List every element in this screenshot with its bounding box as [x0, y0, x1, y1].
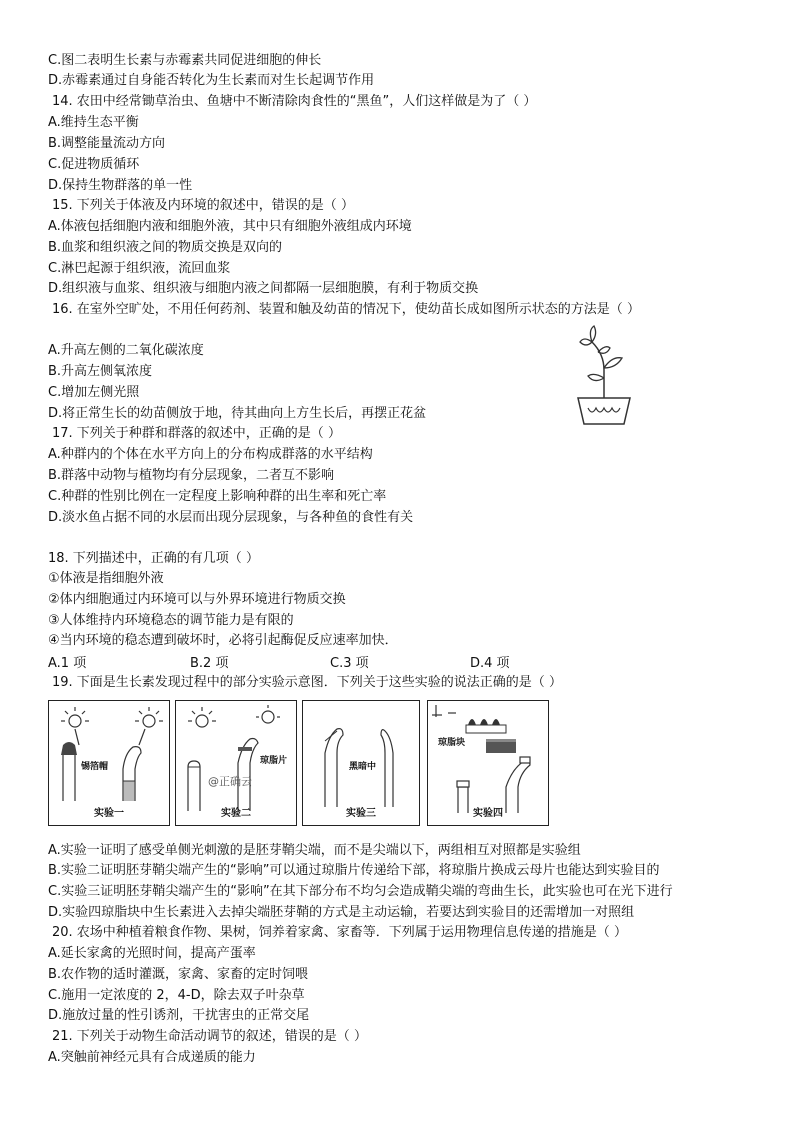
text-line: B.血浆和组织液之间的物质交换是双向的 [48, 240, 283, 255]
text-line: A.种群内的个体在水平方向上的分布构成群落的水平结构 [48, 447, 373, 462]
experiment-4-panel [427, 700, 549, 826]
text-line: A.升高左侧的二氧化碳浓度 [48, 343, 204, 358]
text-line: 16. 在室外空旷处，不用任何药剂、装置和触及幼苗的情况下，使幼苗长成如图所示状态的方法是（ ） [52, 302, 640, 317]
text-line: 14. 农田中经常锄草治虫、鱼塘中不断清除肉食性的“黑鱼”，人们这样做是为了（ ） [52, 94, 537, 109]
experiment-2-panel [175, 700, 297, 826]
watermark: @正确云 [208, 775, 252, 788]
text-line: B.农作物的适时灌溉，家禽、家畜的定时饲喂 [48, 967, 309, 982]
q18-option-b: B.2 项 [190, 656, 229, 671]
q18-option-d: D.4 项 [470, 656, 510, 671]
experiment-1-panel [48, 700, 170, 826]
text-line: D.淡水鱼占据不同的水层而出现分层现象，与各种鱼的食性有关 [48, 510, 414, 525]
text-line: A.体液包括细胞内液和细胞外液，其中只有细胞外液组成内环境 [48, 219, 412, 234]
text-line: B.群落中动物与植物均有分层现象，二者互不影响 [48, 468, 335, 483]
text-line: C.图二表明生长素与赤霉素共同促进细胞的伸长 [48, 53, 322, 68]
text-line: C.增加左侧光照 [48, 385, 140, 400]
text-line: D.将正常生长的幼苗侧放于地，待其曲向上方生长后，再摆正花盆 [48, 406, 427, 421]
text-line: D.组织液与血浆、组织液与细胞内液之间都隔一层细胞膜，有利于物质交换 [48, 281, 479, 296]
text-line: ②体内细胞通过内环境可以与外界环境进行物质交换 [48, 592, 346, 607]
text-line: 20. 农场中种植着粮食作物、果树，饲养着家禽、家畜等．下列属于运用物理信息传递的措施是（ ） [52, 925, 627, 940]
text-line: A.维持生态平衡 [48, 115, 139, 130]
text-line: B.实验二证明胚芽鞘尖端产生的“影响”可以通过琼脂片传递给下部，将琼脂片换成云母片也能达到实验目的 [48, 863, 660, 878]
text-line: ③人体维持内环境稳态的调节能力是有限的 [48, 613, 294, 628]
seedling-figure [560, 318, 650, 428]
sun-icon [256, 705, 280, 723]
agar-block-label: 琼脂块 [438, 738, 466, 748]
text-line: D.赤霉素通过自身能否转化为生长素而对生长起调节作用 [48, 73, 375, 88]
text-line: B.升高左侧氧浓度 [48, 364, 153, 379]
q18-option-c: C.3 项 [330, 656, 369, 671]
text-line: 17. 下列关于种群和群落的叙述中，正确的是（ ） [52, 426, 341, 441]
sun-icon [61, 707, 89, 745]
tin-cap-label: 锡箔帽 [81, 762, 109, 772]
text-line: 18. 下列描述中，正确的有几项（ ） [48, 551, 259, 566]
experiment-3-panel [302, 700, 420, 826]
caption-experiment-2: 实验二 [221, 808, 251, 819]
text-line: ④当内环境的稳态遭到破坏时，必将引起酶促反应速率加快． [48, 633, 398, 648]
darkness-label: 黑暗中 [349, 762, 377, 772]
caption-experiment-3: 实验三 [346, 808, 376, 819]
text-line: D.实验四琼脂块中生长素进入去掉尖端胚芽鞘的方式是主动运输，若要达到实验目的还需增加一对照组 [48, 905, 635, 920]
q18-option-a: A.1 项 [48, 656, 87, 671]
text-line: D.保持生物群落的单一性 [48, 178, 193, 193]
text-line: C.实验三证明胚芽鞘尖端产生的“影响”在其下部分布不均匀会造成鞘尖端的弯曲生长，此实验也可在光下进行 [48, 884, 673, 899]
text-line: 21. 下列关于动物生命活动调节的叙述，错误的是（ ） [52, 1029, 367, 1044]
text-line: C.施用一定浓度的 2，4-D，除去双子叶杂草 [48, 988, 305, 1003]
text-line: A.延长家禽的光照时间，提高产蛋率 [48, 946, 256, 961]
text-line: B.调整能量流动方向 [48, 136, 166, 151]
caption-experiment-1: 实验一 [94, 808, 124, 819]
text-line: A.突触前神经元具有合成递质的能力 [48, 1050, 256, 1065]
text-line: 19. 下面是生长素发现过程中的部分实验示意图．下列关于这些实验的说法正确的是（ ） [52, 675, 562, 690]
text-line: 15. 下列关于体液及内环境的叙述中，错误的是（ ） [52, 198, 354, 213]
sun-icon [135, 707, 163, 745]
caption-experiment-4: 实验四 [473, 808, 503, 819]
text-line: C.种群的性别比例在一定程度上影响种群的出生率和死亡率 [48, 489, 387, 504]
text-line: C.促进物质循环 [48, 157, 140, 172]
text-line: D.施放过量的性引诱剂，干扰害虫的正常交尾 [48, 1008, 310, 1023]
text-line: A.实验一证明了感受单侧光刺激的是胚芽鞘尖端，而不是尖端以下，两组相互对照都是实验组 [48, 843, 581, 858]
q18-options [48, 652, 608, 669]
sun-icon [188, 707, 216, 727]
text-line: C.淋巴起源于组织液，流回血浆 [48, 261, 231, 276]
text-line: ①体液是指细胞外液 [48, 571, 164, 586]
agar-sheet-label: 琼脂片 [260, 756, 288, 766]
